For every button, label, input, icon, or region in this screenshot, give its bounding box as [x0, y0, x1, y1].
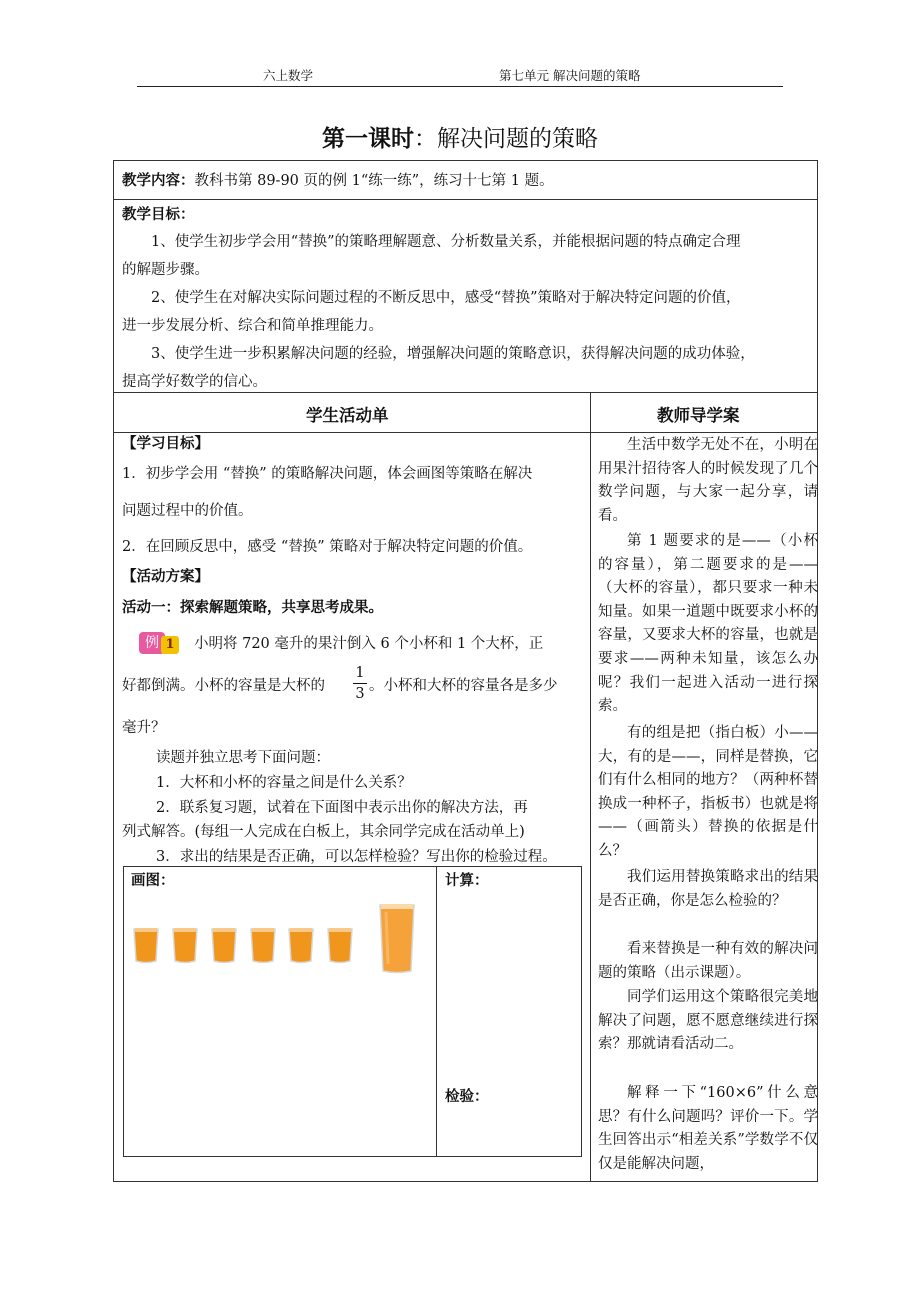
- small-cup-icon: [132, 926, 160, 964]
- question-2b: 列式解答。(每组一人完成在白板上，其余同学完成在活动单上): [122, 824, 525, 840]
- read-instruction: 读题并独立思考下面问题：: [156, 750, 330, 766]
- header-subject: 六上数学: [263, 68, 314, 83]
- small-cup-icon: [326, 926, 354, 964]
- teacher-para-3: 有的组是把（指白板）小——大，有的是——，同样是替换，它们有什么相同的地方？（两种杯替换成一种杯子，指板书）也就是将——（画箭头）替换的依据是什么？: [598, 725, 818, 859]
- check-label: 检验：: [445, 1088, 489, 1105]
- goal-line-1: 1、使学生初步学会用“替换”的策略理解题意、分析数量关系，并能根据问题的特点确定合理: [151, 234, 741, 250]
- goals-label: 教学目标：: [122, 206, 195, 223]
- question-1: 1．大杯和小杯的容量之间是什么关系？: [156, 775, 412, 791]
- question-3: 3．求出的结果是否正确，可以怎样检验？写出你的检验过程。: [156, 849, 557, 865]
- small-cup-icon: [287, 926, 315, 964]
- activity-one: 活动一：探索解题策略，共享思考成果。: [122, 599, 383, 616]
- study-goal-2: 2．在回顾反思中，感受 “替换” 策略对于解决特定问题的价值。: [122, 539, 533, 555]
- header-unit: 第七单元 解决问题的策略: [499, 68, 641, 83]
- work-table: [123, 866, 582, 1157]
- example-line-3: 毫升？: [122, 720, 166, 736]
- draw-label: 画图：: [131, 872, 175, 889]
- teacher-para-7: 解释一下“160×6”什么意思？有什么问题吗？评价一下。学生回答出示“相差关系”学数学不仅仅是能解决问题，: [598, 1085, 818, 1172]
- plan-label: 【活动方案】: [122, 568, 209, 585]
- teacher-para-1: 生活中数学无处不在，小明在用果汁招待客人的时候发现了几个数学问题，与大家一起分享，请看。: [598, 437, 818, 524]
- page-header: [137, 66, 783, 87]
- work-table-divider: [436, 866, 437, 1157]
- study-goal-label: 【学习目标】: [122, 435, 209, 452]
- teaching-content: 教学内容：教科书第 89-90 页的例 1“练一练”，练习十七第 1 题。: [122, 172, 554, 189]
- goal-line-4: 进一步发展分析、综合和简单推理能力。: [122, 318, 383, 334]
- teacher-para-6: 同学们运用这个策略很完美地解决了问题，愿不愿意继续进行探索？那就请看活动二。: [598, 989, 818, 1053]
- teacher-guide-title: 教师导学案: [657, 406, 740, 425]
- calc-label: 计算：: [445, 872, 489, 889]
- example-badge-icon: 例 1: [139, 632, 179, 656]
- teacher-para-4: 我们运用替换策略求出的结果是否正确，你是怎么检验的？: [598, 869, 818, 909]
- goal-line-5: 3、使学生进一步积累解决问题的经验，增强解决问题的策略意识，获得解决问题的成功体验，: [151, 346, 755, 362]
- question-2a: 2．联系复习题，试着在下面图中表示出你的解决方法，再: [156, 800, 528, 816]
- example-line-2b: 。小杯和大杯的容量各是多少: [369, 678, 558, 694]
- goal-line-6: 提高学好数学的信心。: [122, 374, 267, 390]
- example-line-2a: 好都倒满。小杯的容量是大杯的: [122, 678, 325, 694]
- goal-line-2: 的解题步骤。: [122, 262, 209, 278]
- study-goal-1b: 问题过程中的价值。: [122, 503, 253, 519]
- teacher-para-2: 第 1 题要求的是——（小杯的容量），第二题要求的是——（大杯的容量），都只要求一种未知量。如果一道题中既要求小杯的容量，又要求大杯的容量，也就是要求——两种未知量，该怎么办呢？我们一起进入活动一进行探索。: [598, 533, 818, 715]
- example-line-1: 小明将 720 毫升的果汁倒入 6 个小杯和 1 个大杯，正: [194, 636, 544, 652]
- small-cup-icon: [171, 926, 199, 964]
- teacher-para-5: 看来替换是一种有效的解决问题的策略（出示课题）。: [598, 941, 818, 981]
- page-title: 第一课时：解决问题的策略: [322, 125, 598, 152]
- small-cup-icon: [210, 926, 238, 964]
- goal-line-3: 2、使学生在对解决实际问题过程的不断反思中，感受“替换”策略对于解决特定问题的价值，: [151, 290, 741, 306]
- large-cup-icon: [378, 902, 416, 974]
- fraction-one-third: 1 3: [353, 664, 367, 703]
- study-goal-1a: 1．初步学会用 “替换” 的策略解决问题，体会画图等策略在解决: [122, 466, 533, 482]
- small-cup-icon: [249, 926, 277, 964]
- student-sheet-title: 学生活动单: [306, 406, 389, 425]
